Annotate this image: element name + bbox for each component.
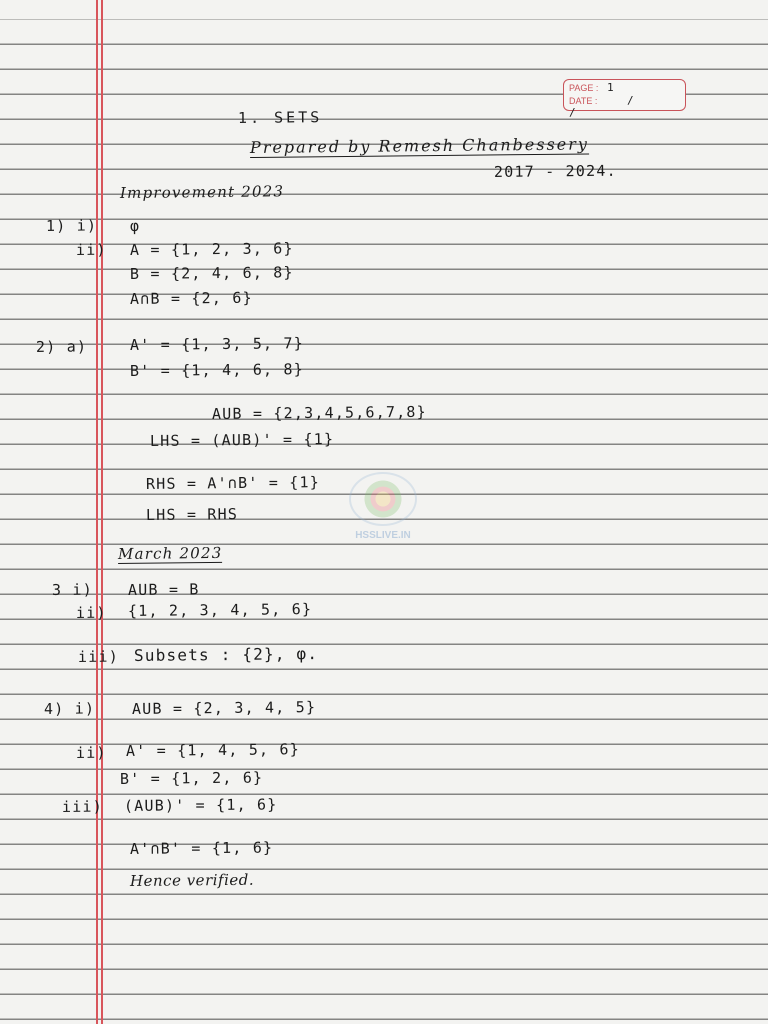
answer-line: {1, 2, 3, 4, 5, 6}	[127, 600, 313, 620]
answer-line: B' = {1, 2, 6}	[119, 768, 264, 788]
question-label: 1) i)	[45, 216, 98, 235]
answer-line: AUB = {2,3,4,5,6,7,8}	[211, 402, 427, 423]
margin-line-left	[96, 0, 98, 1024]
answer-line: Subsets : {2}, φ.	[133, 644, 319, 665]
question-label: ii)	[75, 240, 107, 259]
answer-line: (AUB)' = {1, 6}	[123, 795, 278, 815]
date-row	[569, 94, 685, 119]
answer-line: B' = {1, 4, 6, 8}	[129, 360, 305, 380]
answer-line: LHS = RHS	[145, 505, 239, 524]
question-label: 3 i)	[51, 580, 94, 599]
answer-line: φ	[129, 216, 141, 235]
question-label: ii)	[75, 603, 107, 622]
answer-line: A'∩B' = {1, 6}	[129, 838, 274, 858]
question-label: 2) a)	[35, 337, 88, 356]
page-label: PAGE :	[569, 83, 599, 93]
watermark-logo-icon	[349, 472, 417, 526]
page-title: 1. SETS	[237, 108, 323, 127]
watermark-text: HSSLIVE.IN	[355, 530, 411, 541]
hsslive-watermark	[333, 472, 433, 544]
section-heading-march-2023: March 2023	[117, 543, 223, 563]
page-number: 1	[607, 81, 614, 94]
date-label: DATE :	[569, 96, 598, 106]
margin-line-right	[101, 0, 103, 1024]
answer-line: AUB = {2, 3, 4, 5}	[131, 698, 317, 718]
date-value: / /	[569, 94, 656, 119]
answer-line: Hence verified.	[129, 870, 255, 890]
question-label: iii)	[77, 647, 120, 666]
answer-line: A = {1, 2, 3, 6}	[129, 239, 294, 259]
answer-line: A' = {1, 3, 5, 7}	[129, 334, 305, 354]
year-range: 2017 - 2024.	[493, 161, 617, 181]
byline: Prepared by Remesh Chanbessery	[249, 134, 589, 157]
page-date-box	[563, 79, 686, 119]
answer-line: AUB = B	[127, 580, 200, 599]
section-heading-improvement-2023: Improvement 2023	[119, 182, 285, 202]
answer-line: A∩B = {2, 6}	[129, 288, 253, 308]
answer-line: LHS = (AUB)' = {1}	[149, 430, 335, 450]
answer-line: RHS = A'∩B' = {1}	[145, 473, 321, 493]
question-label: iii)	[61, 797, 104, 816]
question-label: ii)	[75, 743, 107, 762]
answer-line: A' = {1, 4, 5, 6}	[125, 740, 301, 760]
answer-line: B = {2, 4, 6, 8}	[129, 263, 294, 283]
question-label: 4) i)	[43, 699, 96, 718]
page-number-row	[569, 82, 614, 94]
